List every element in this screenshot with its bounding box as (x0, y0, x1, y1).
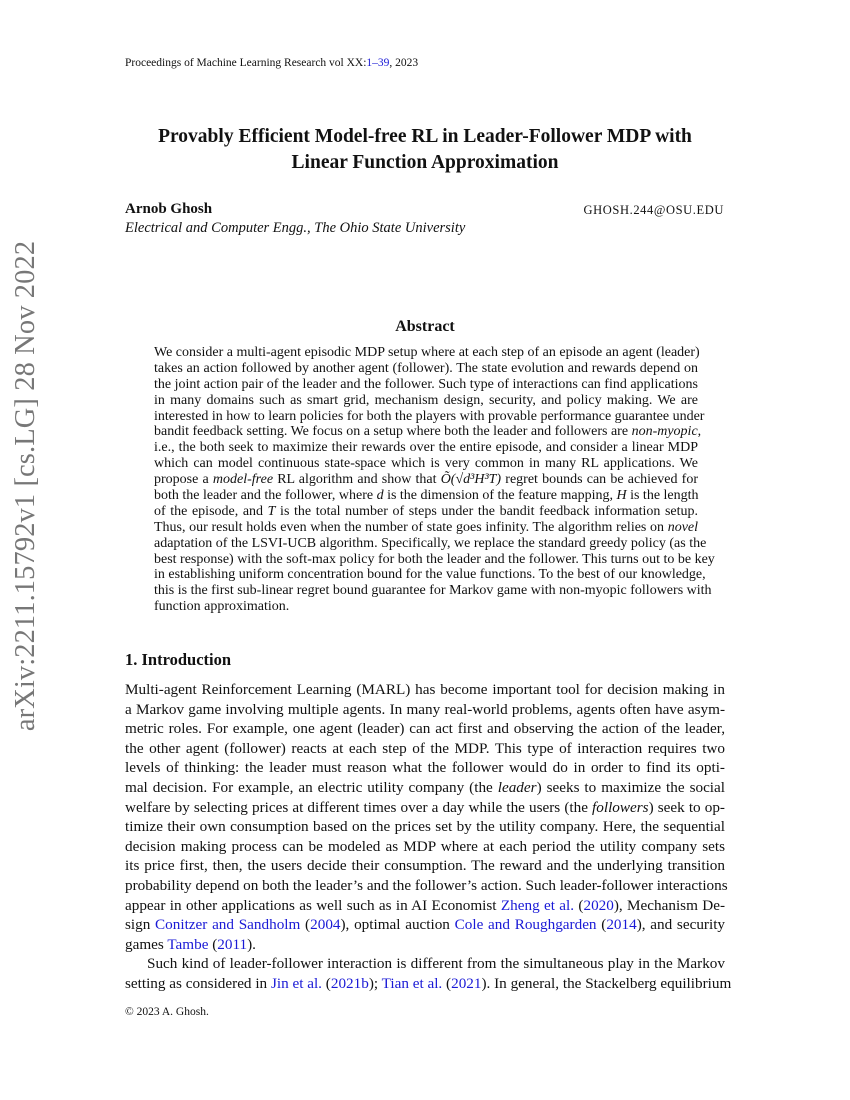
introduction-body: Multi-agent Reinforcement Learning (MARL) has become important tool for decision making in a Markov game involving multiple agents. In many real-world problems, agents often have asym- metric roles. For example, one agent (leader) can act first and observing the action of the leader, the other agent (follower) reacts at each step of the MDP. This type of interaction requires two levels of thinking: the leader must reason what the follower would do in order to find its opti- mal decision. For example, an electric utility company (the leader) seeks to maximize the social welfare by selecting prices at different times over a day while the users (the followers) seek to op- timize their own consumption based on the prices set by the utility company. Here, the sequential decision making process can be modeled as MDP where at each period the utility company sets its price first, then, the users decide their consumption. The reward and the underlying transition probability depend on both the leader’s and the follower’s action. Such leader-follower interactions appear in other applications as well such as in AI Economist Zheng et al. (2020), Mechanism De- sign Conitzer and Sandholm (2004), optimal auction Cole and Roughgarden (2014), and security games Tambe (2011). Such kind of leader-follower interaction is different from the simultaneous play in the Markov setting as considered in Jin et al. (2021b); Tian et al. (2021). In general, the Stackelberg equilibrium (125, 681, 732, 992)
citation-year-link[interactable]: 2011 (217, 935, 248, 953)
citation-link[interactable]: Jin et al. (270, 974, 322, 992)
section-heading-introduction: 1. Introduction (125, 650, 232, 669)
citation-year-link[interactable]: 2021 (451, 974, 482, 992)
citation-year-link[interactable]: 2004 (310, 916, 341, 934)
author-email: GHOSH.244@OSU.EDU (583, 203, 724, 217)
citation-link[interactable]: Cole and Roughgarden (454, 916, 597, 934)
citation-year-link[interactable]: 2021b (330, 974, 369, 992)
citation-year-link[interactable]: 2014 (606, 916, 637, 934)
copyright-footer: © 2023 A. Ghosh. (125, 1006, 209, 1018)
citation-link[interactable]: Tambe (167, 935, 209, 953)
paper-title: Provably Efficient Model-free RL in Leader-Follower MDP with Linear Function Approximation (158, 126, 692, 173)
author-affiliation: Electrical and Computer Engg., The Ohio State University (125, 220, 466, 236)
citation-link[interactable]: Zheng et al. (500, 896, 575, 914)
author-name: Arnob Ghosh (125, 201, 213, 217)
citation-year-link[interactable]: 2020 (583, 896, 614, 914)
abstract-body: We consider a multi-agent episodic MDP setup where at each step of an episode an agent (leader) takes an action followed by another agent (follower). The state evolution and rewards depend on the joint action pair of the leader and the follower. Such type of interactions can find applications in many domains such as smart grid, mechanism design, security, and policy making. We are interested in how to learn policies for both the players with provable performance guarantee under bandit feedback setting. We focus on a setup where both the leader and followers are non-myopic, i.e., the both seek to maximize their rewards over the entire episode, and consider a linear MDP which can model continuous state-space which is very common in many RL applications. We propose a model-free RL algorithm and show that Õ(√d³H³T) regret bounds can be achieved for both the leader and the follower, where d is the dimension of the feature mapping, H is the length of the episode, and T is the total number of steps under the bandit feedback information setup. Thus, our result holds even when the number of state goes infinity. The algorithm relies on novel adaptation of the LSVI-UCB algorithm. Specifically, we replace the standard greedy policy (as the best response) with the soft-max policy for both the leader and the follower. This turns out to be key in establishing uniform concentration bound for the value functions. To the best of our knowledge, this is the first sub-linear regret bound guarantee for Markov game with non-myopic followers with function approximation. (154, 345, 715, 615)
citation-link[interactable]: Tian et al. (381, 974, 443, 992)
citation-link[interactable]: Conitzer and Sandholm (155, 916, 301, 934)
abstract-heading: Abstract (395, 318, 455, 335)
running-header: Proceedings of Machine Learning Research vol XX:1–39, 2023 (125, 57, 419, 69)
pages-link[interactable]: 1–39 (366, 57, 390, 69)
arxiv-id: arXiv:2211.15792v1 [cs.LG] 28 Nov 2022 (10, 240, 41, 732)
regret-bound-formula: Õ(√d³H³T) (440, 472, 502, 488)
